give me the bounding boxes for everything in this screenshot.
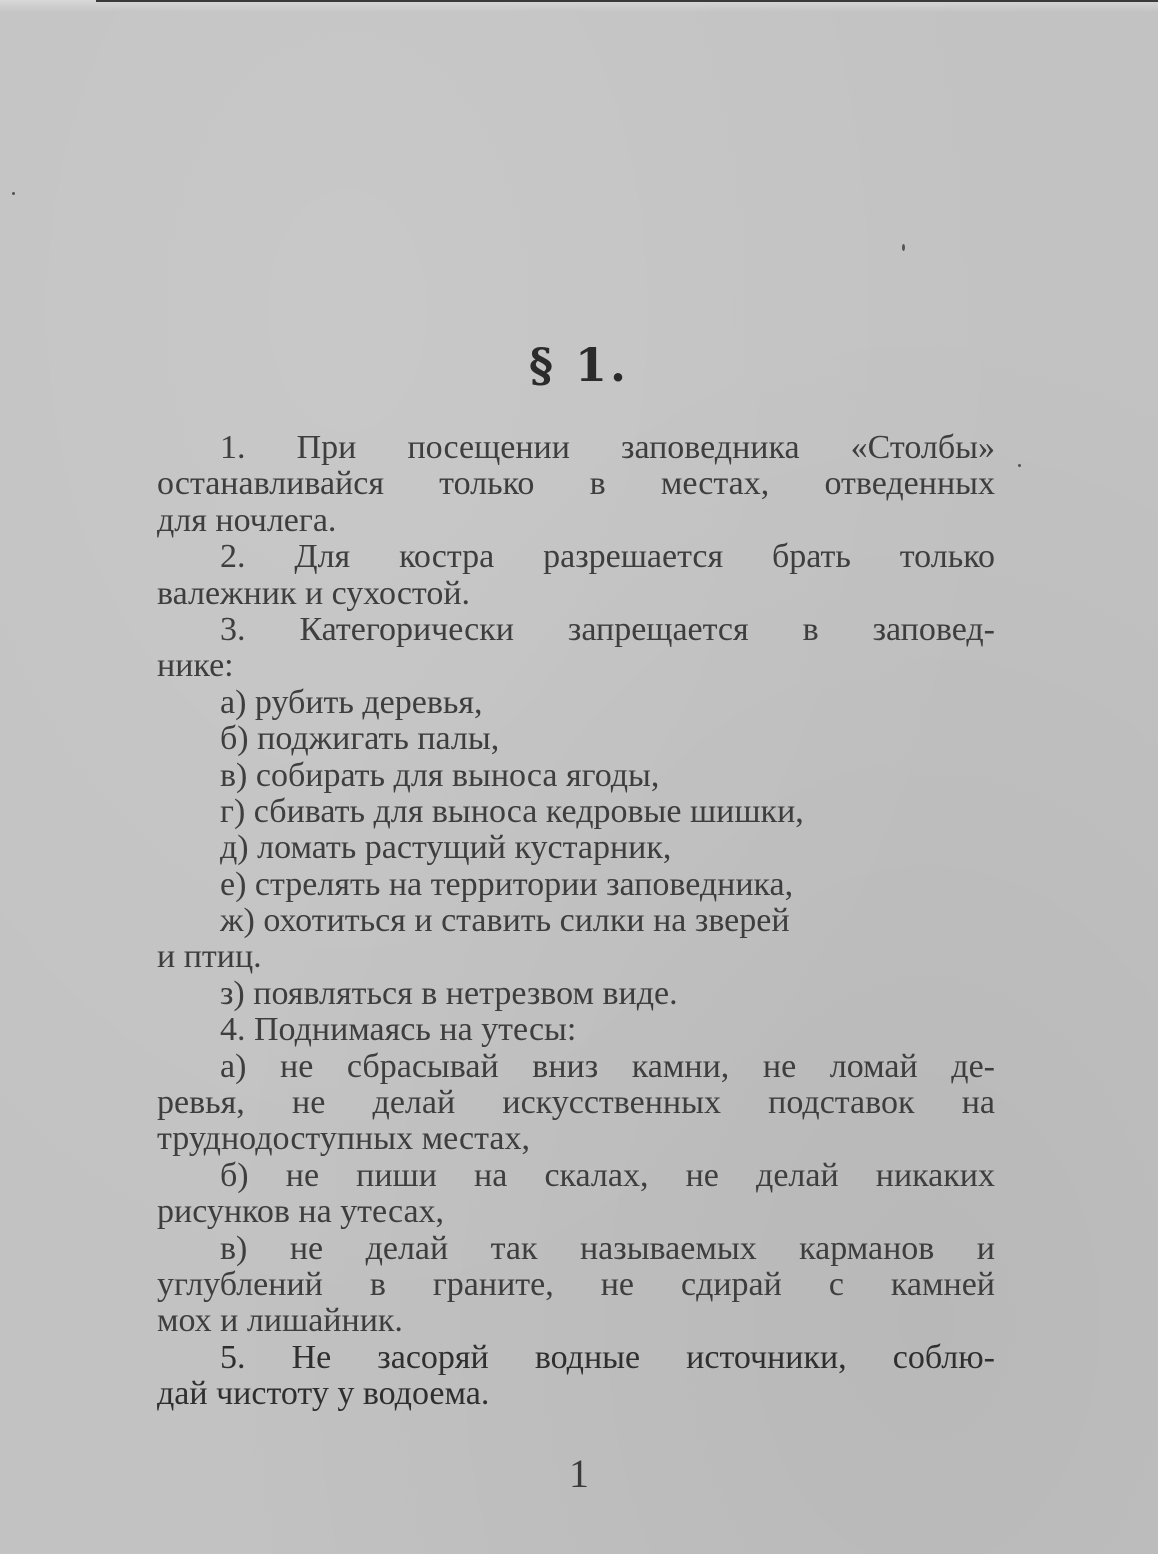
paper-speck	[1018, 464, 1021, 467]
text-line-24: углублений в граните, не сдирай с камней	[157, 1265, 995, 1303]
text-line-25: мох и лишайник.	[157, 1302, 403, 1340]
text-line-27: дай чистоту у водоема.	[157, 1375, 490, 1413]
text-line-18: а) не сбрасывай вниз камни, не ломай де-	[220, 1047, 995, 1085]
text-line-10: в) собирать для выноса ягоды,	[220, 756, 660, 794]
text-line-1: 1. При посещении заповедника «Столбы»	[220, 429, 995, 466]
text-line-16: з) появляться в нетрезвом виде.	[220, 974, 678, 1012]
text-line-2: останавливайся только в местах, отведенных	[157, 465, 995, 503]
text-line-23: в) не делай так называемых карманов и	[220, 1229, 995, 1267]
text-line-15: и птиц.	[157, 938, 262, 976]
top-border-line	[96, 0, 1158, 2]
text-line-22: рисунков на утесах,	[157, 1193, 445, 1231]
section-heading: § 1.	[528, 338, 630, 392]
paper-speck	[12, 192, 15, 195]
text-line-5: валежник и сухостой.	[157, 574, 471, 612]
text-line-20: труднодоступных местах,	[157, 1120, 530, 1158]
text-line-13: е) стрелять на территории заповедника,	[220, 865, 794, 903]
text-line-17: 4. Поднимаясь на утесы:	[220, 1011, 577, 1049]
text-line-4: 2. Для костра разрешается брать только	[220, 538, 995, 576]
text-line-21: б) не пиши на скалах, не делай никаких	[220, 1156, 995, 1194]
text-line-14: ж) охотиться и ставить силки на зверей	[220, 902, 790, 940]
paper-speck	[902, 244, 905, 251]
text-line-7: нике:	[157, 647, 234, 685]
page-number: 1	[569, 1451, 589, 1496]
text-line-11: г) сбивать для выноса кедровые шишки,	[220, 792, 804, 830]
text-line-26: 5. Не засоряй водные источники, соблю-	[220, 1338, 995, 1376]
text-line-9: б) поджигать палы,	[220, 720, 500, 758]
text-line-6: 3. Категорически запрещается в заповед-	[220, 610, 995, 648]
text-line-12: д) ломать растущий кустарник,	[220, 829, 672, 867]
text-line-3: для ночлега.	[157, 501, 337, 539]
rules-text	[157, 430, 995, 1413]
text-line-8: а) рубить деревья,	[220, 683, 483, 721]
text-line-19: ревья, не делай искусственных подставок на	[157, 1084, 995, 1122]
